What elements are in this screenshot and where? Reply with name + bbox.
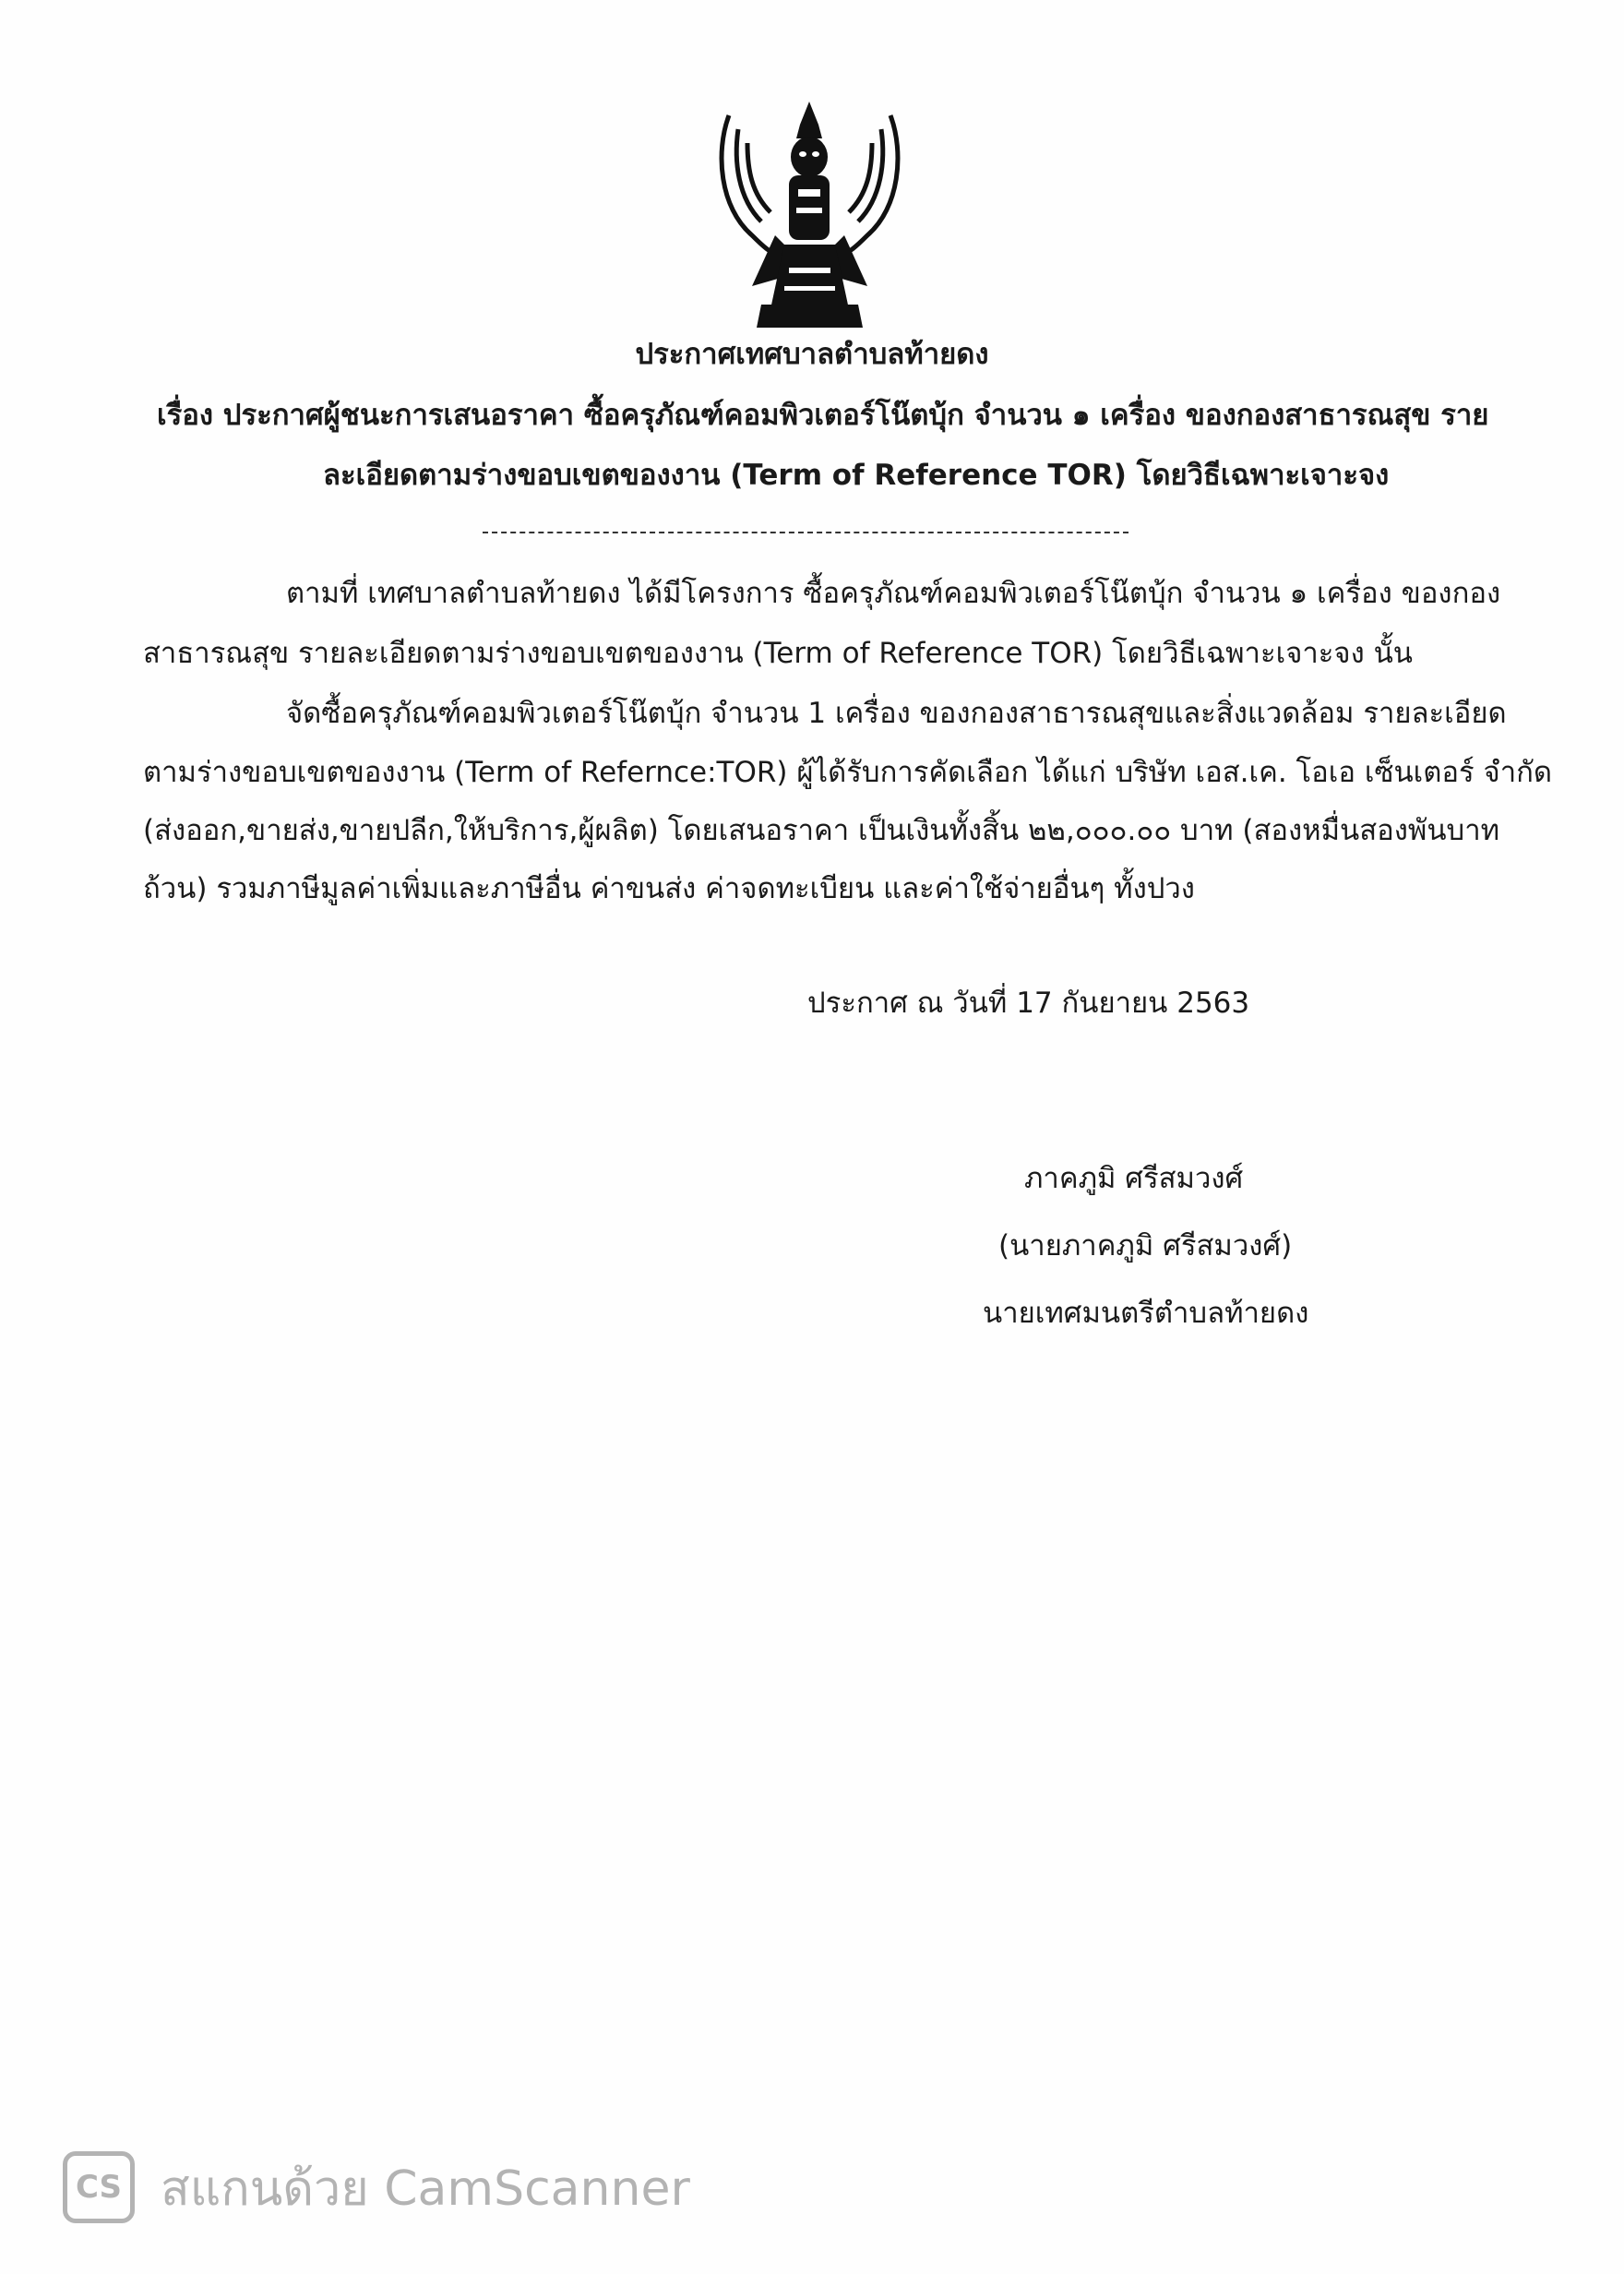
paragraph-2-line-2: ตามร่างขอบเขตของงาน (Term of Refernce:TOR) ผู้ได้รับการคัดเลือก ได้แก่ บริษัท เอส.เค. โอเอ เซ็นเตอร์ จำกัด [143, 756, 1553, 789]
signature-name: ภาคภูมิ ศรีสมวงศ์ [1024, 1162, 1244, 1195]
camscanner-watermark [63, 2150, 690, 2224]
signature-position: นายเทศมนตรีตำบลท้ายดง [983, 1297, 1309, 1330]
subject-line-1: เรื่อง ประกาศผู้ชนะการเสนอราคา ซื้อครุภัณฑ์คอมพิวเตอร์โน๊ตบุ้ก จำนวน ๑ เครื่อง ของกองสาธารณสุข ราย [157, 399, 1489, 432]
paragraph-2-line-3: (ส่งออก,ขายส่ง,ขายปลีก,ให้บริการ,ผู้ผลิต) โดยเสนอราคา เป็นเงินทั้งสิ้น ๒๒,๐๐๐.๐๐ บาท (สองหมื่นสองพันบาท [143, 814, 1500, 847]
paragraph-1-line-2: สาธารณสุข รายละเอียดตามร่างขอบเขตของงาน (Term of Reference TOR) โดยวิธีเฉพาะเจาะจง นั้น [143, 637, 1413, 670]
camscanner-logo-icon: CS [63, 2151, 135, 2223]
signature-printed-name: (นายภาคภูมิ ศรีสมวงศ์) [998, 1229, 1293, 1263]
announcement-date: ประกาศ ณ วันที่ 17 กันยายน 2563 [807, 987, 1250, 1020]
watermark-text: สแกนด้วย CamScanner [161, 2160, 690, 2217]
paragraph-1-line-1: ตามที่ เทศบาลตำบลท้ายดง ได้มีโครงการ ซื้อครุภัณฑ์คอมพิวเตอร์โน๊ตบุ้ก จำนวน ๑ เครื่อง ของกอง [286, 577, 1501, 610]
org-title: ประกาศเทศบาลตำบลท้ายดง [635, 338, 989, 371]
subject-line-2: ละเอียดตามร่างขอบเขตของงาน (Term of Reference TOR) โดยวิธีเฉพาะเจาะจง [323, 459, 1390, 492]
garuda-emblem-icon [697, 97, 923, 337]
paragraph-2-line-1: จัดซื้อครุภัณฑ์คอมพิวเตอร์โน๊ตบุ้ก จำนวน 1 เครื่อง ของกองสาธารณสุขและสิ่งแวดล้อม รายละเอียด [286, 697, 1507, 730]
header-divider [483, 532, 1128, 533]
paragraph-2-line-4: ถ้วน) รวมภาษีมูลค่าเพิ่มและภาษีอื่น ค่าขนส่ง ค่าจดทะเบียน และค่าใช้จ่ายอื่นๆ ทั้งปวง [143, 872, 1195, 905]
